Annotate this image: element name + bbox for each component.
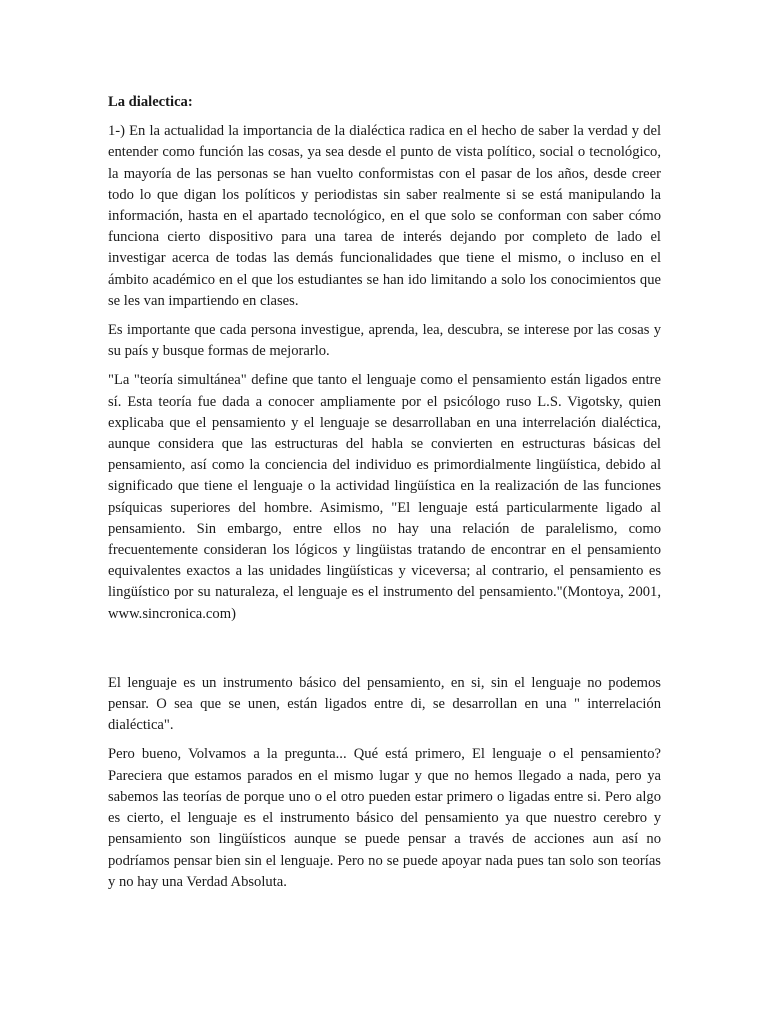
paragraph-3: "La "teoría simultánea" define que tanto el lenguaje como el pensamiento están ligados entre sí. Esta teoría fue dada a conocer ampliamente por el psicólogo ruso L.S. Vigotsky, quien explicaba que el pensamiento y el lenguaje se desarrollaban en una interrelación dialéctica, aunque considera que las estructuras del habla se convierten en estructuras básicas del pensamiento, así como la conciencia del individuo es primordialmente lingüística, debido al significado que tiene el lenguaje o la actividad lingüística en la realización de las funciones psíquicas superiores del hombre. Asimismo, "El lenguaje está particularmente ligado al pensamiento. Sin embargo, entre ellos no hay una relación de paralelismo, como frecuentemente consideran los lógicos y lingüistas tratando de encontrar en el pensamiento equivalentes exactos a las unidades lingüísticas y viceversa; al contrario, el pensamiento es lingüístico por su naturaleza, el lenguaje es el instrumento del pensamiento."(Montoya, 2001, www.sincronica.com) [108, 372, 661, 622]
paragraph-1: 1-) En la actualidad la importancia de la dialéctica radica en el hecho de saber la verdad y del entender como función las cosas, ya sea desde el punto de vista político, social o tecnológico, la mayoría de las personas se han vuelto conformistas con el pasar de los años, desde creer todo lo que digan los políticos y periodistas sin saber realmente si se está manipulando la información, hasta en el apartado tecnológico, en el que solo se conforman con saber cómo funciona cierto dispositivo para una tarea de interés dejando por completo de lado el investigar acerca de todas las demás funcionalidades que tiene el mismo, o incluso en el ámbito académico en el que los estudiantes se han ido limitando a solo los conocimientos que se les van impartiendo en clases. [108, 123, 661, 309]
paragraph-2: Es importante que cada persona investigue, aprenda, lea, descubra, se interese por las cosas y su país y busque formas de mejorarlo. [108, 322, 661, 360]
paragraph-spacer [108, 633, 661, 673]
document-body [108, 92, 661, 901]
paragraph-4: El lenguaje es un instrumento básico del pensamiento, en si, sin el lenguaje no podemos pensar. O sea que se unen, están ligados entre di, se desarrollan en una " interrelación dialéctica". [108, 674, 661, 734]
document-title: La dialectica: [108, 94, 193, 110]
paragraph-5: Pero bueno, Volvamos a la pregunta... Qué está primero, El lenguaje o el pensamiento? Pareciera que estamos parados en el mismo lugar y que no hemos llegado a nada, pero ya sabemos las teorías de porque uno o el otro pueden estar primero o ligadas entre si. Pero algo es cierto, el lenguaje es el instrumento básico del pensamiento ya que nuestro cerebro y pensamiento son lingüísticos aunque se puede pensar a través de acciones aun así no podríamos pensar bien sin el lenguaje. Pero no se puede apoyar nada pues tan solo son teorías y no hay una Verdad Absoluta. [108, 746, 661, 890]
